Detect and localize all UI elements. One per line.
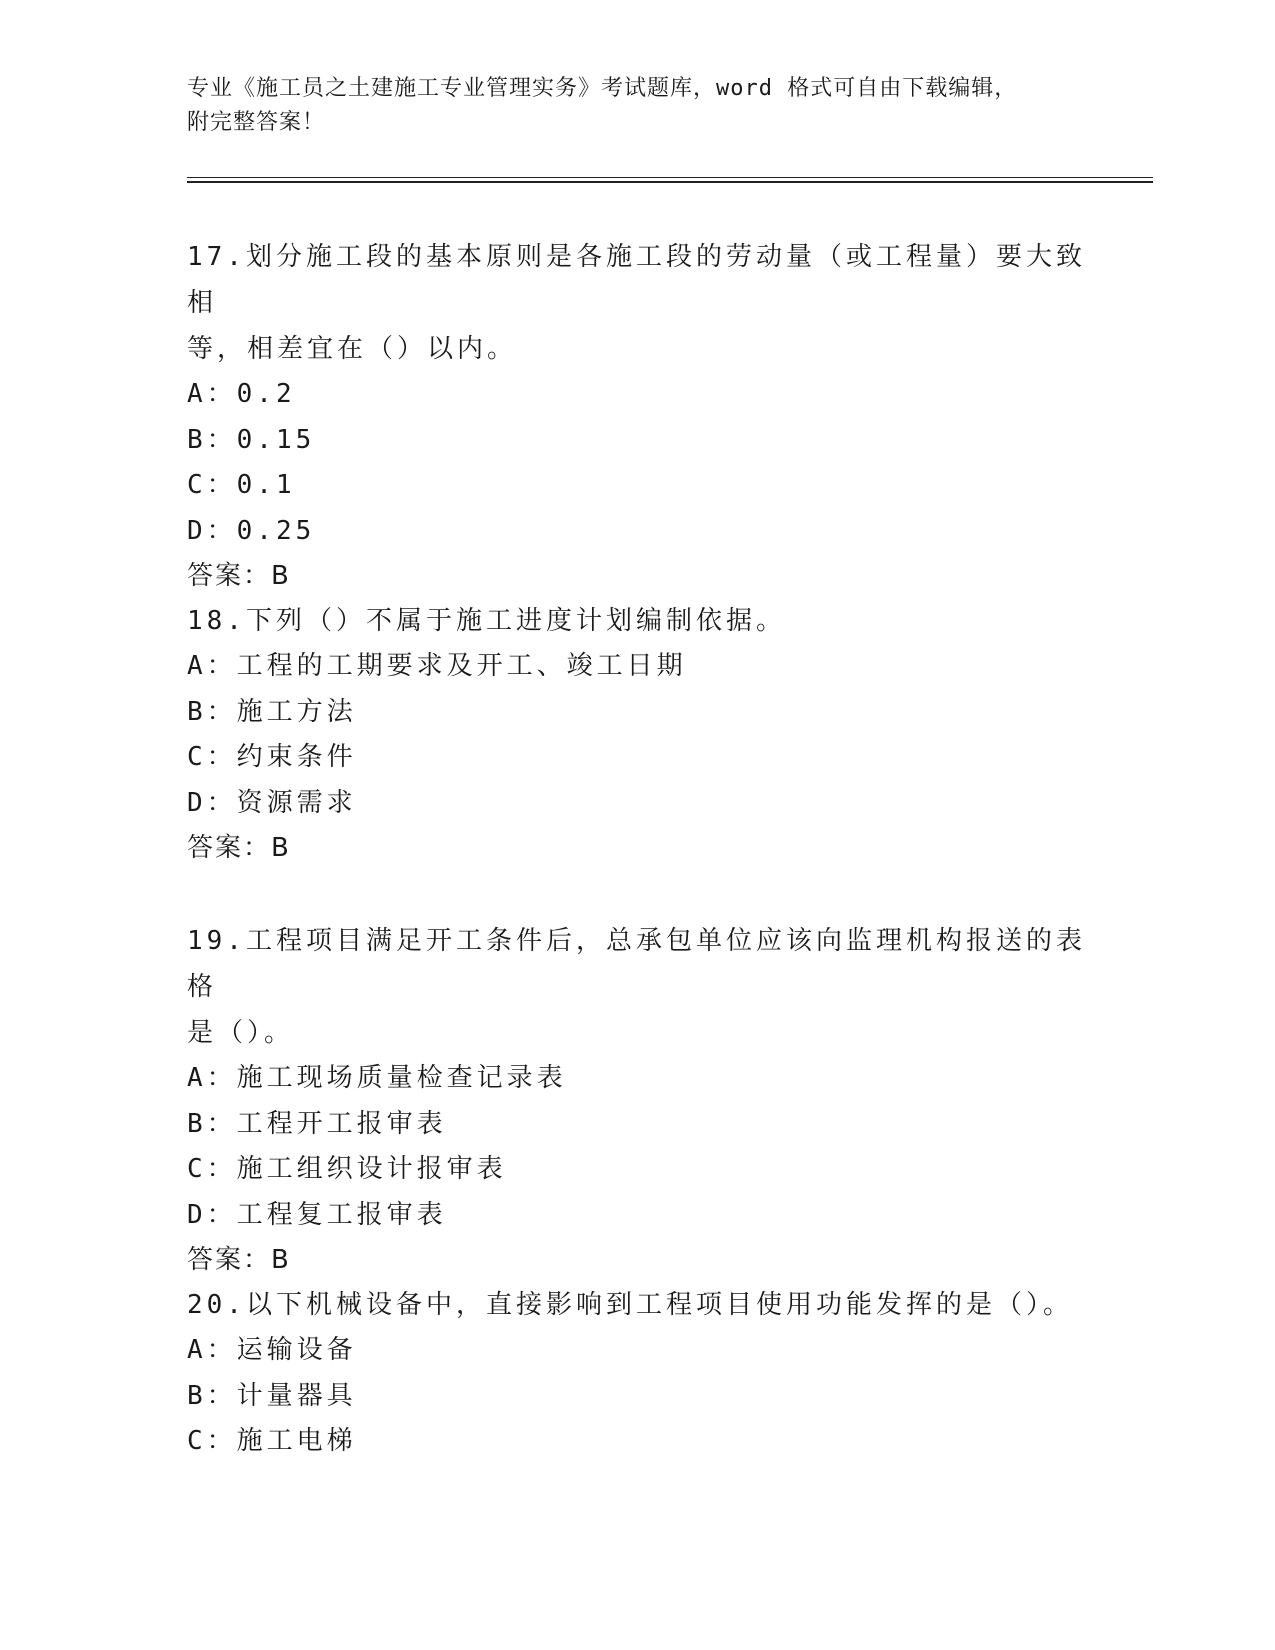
option-b: B：施工方法 (187, 696, 357, 727)
option-a: A：运输设备 (187, 1335, 357, 1365)
header-divider-bottom (187, 181, 1153, 183)
header-line-2: 附完整答案！ (187, 110, 326, 135)
question-stem-line: 18.下列（）不属于施工进度计划编制依据。 (187, 606, 786, 636)
option-a: A：工程的工期要求及开工、竣工日期 (187, 651, 687, 681)
question-19 (187, 918, 1087, 1283)
question-20 (187, 1282, 1087, 1465)
option-b: B：工程开工报审表 (187, 1108, 447, 1139)
option-b: B：0.15 (187, 424, 316, 455)
question-stem-line: 17.划分施工段的基本原则是各施工段的劳动量（或工程量）要大致相 (187, 242, 1086, 318)
option-c: C：施工电梯 (187, 1426, 357, 1456)
header-divider-top (187, 177, 1153, 178)
answer: 答案：B (187, 561, 291, 591)
option-a: A：0.2 (187, 379, 296, 409)
question-stem-line: 19.工程项目满足开工条件后，总承包单位应该向监理机构报送的表格 (187, 926, 1086, 1002)
option-d: D：0.25 (187, 515, 316, 546)
answer: 答案：B (187, 1245, 291, 1275)
option-b: B：计量器具 (187, 1380, 357, 1411)
question-stem-line: 是（）。 (187, 1018, 295, 1048)
option-d: D：工程复工报审表 (187, 1199, 447, 1230)
option-a: A：施工现场质量检查记录表 (187, 1063, 567, 1093)
document-header (187, 72, 1087, 140)
question-stem-line: 等，相差宜在（）以内。 (187, 334, 518, 364)
question-stem-line: 20.以下机械设备中，直接影响到工程项目使用功能发挥的是（）。 (187, 1290, 1073, 1320)
question-18 (187, 598, 1087, 871)
header-line-1: 专业《施工员之土建施工专业管理实务》考试题库，word 格式可自由下载编辑， (187, 76, 1018, 101)
option-c: C：施工组织设计报审表 (187, 1154, 507, 1184)
option-d: D：资源需求 (187, 787, 357, 818)
option-c: C：约束条件 (187, 742, 357, 772)
option-c: C：0.1 (187, 470, 296, 500)
answer: 答案：B (187, 833, 291, 863)
question-17 (187, 234, 1087, 599)
